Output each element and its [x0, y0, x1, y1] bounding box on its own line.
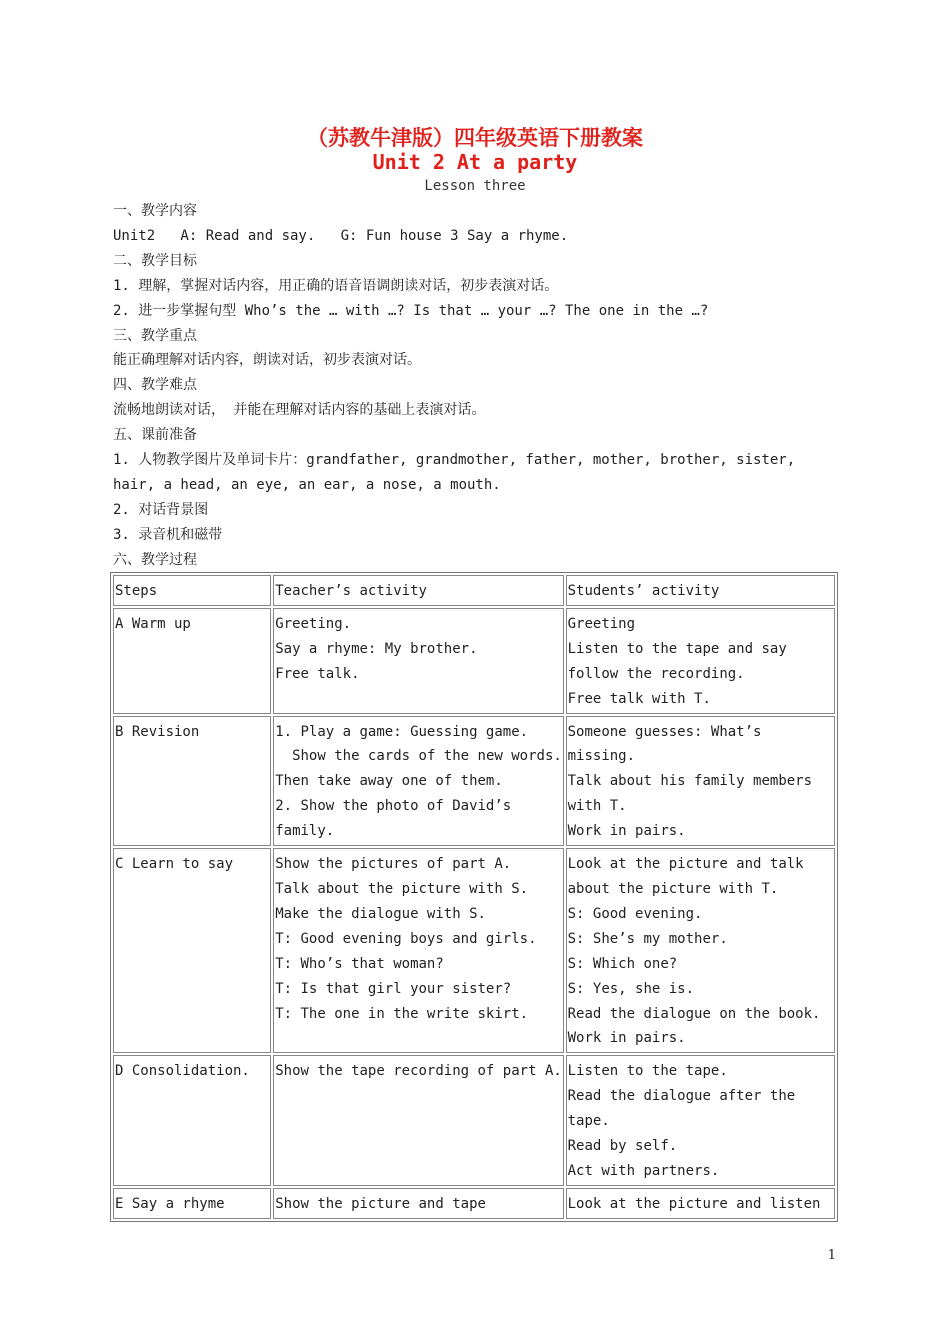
teacher-activity-line: T: Who’s that woman? — [275, 955, 444, 972]
preparation-line: 1. 人物教学图片及单词卡片：grandfather, grandmother, father, mother, brother, sister, — [113, 452, 796, 469]
students-activity-line: Look at the picture and talk — [567, 856, 804, 873]
students-activity-line: Someone guesses: What’s — [567, 723, 762, 740]
unit-title: Unit 2 At a party — [372, 150, 578, 174]
column-header: Students’ activity — [566, 575, 835, 606]
step-cell: A Warm up — [113, 608, 271, 714]
students-activity-line: Free talk with T. — [567, 690, 711, 707]
teacher-activity-cell — [273, 608, 563, 714]
section-heading-process: 六、教学过程 — [113, 551, 197, 568]
students-activity-cell — [566, 1188, 835, 1219]
table-row — [113, 848, 835, 1053]
section-heading-key-points: 三、教学重点 — [113, 327, 197, 344]
lesson-subtitle: Lesson three — [424, 178, 526, 194]
step-cell: E Say a rhyme — [113, 1188, 271, 1219]
students-activity-line: S: Yes, she is. — [567, 980, 695, 997]
section-heading-content: 一、教学内容 — [113, 203, 197, 219]
preparation-line: 3. 录音机和磁带 — [113, 526, 223, 543]
students-activity-line: Talk about his family members — [567, 773, 813, 790]
column-header: Steps — [113, 575, 271, 606]
teacher-activity-line: Free talk. — [275, 665, 360, 682]
step-cell: B Revision — [113, 716, 271, 847]
students-activity-line: S: Good evening. — [567, 905, 703, 922]
students-activity-line: Work in pairs. — [567, 823, 686, 840]
students-activity-line: about the picture with T. — [567, 880, 779, 897]
table-row — [113, 716, 835, 847]
teacher-activity-line: Talk about the picture with S. — [275, 880, 529, 897]
teacher-activity-line: Make the dialogue with S. — [275, 905, 486, 922]
students-activity-line: missing. — [567, 748, 636, 765]
teacher-activity-line: T: Is that girl your sister? — [275, 980, 512, 997]
preparation-line: hair, a head, an eye, an ear, a nose, a mouth. — [113, 476, 501, 493]
students-activity-line: Read the dialogue after the — [567, 1088, 796, 1105]
students-activity-cell — [566, 1055, 835, 1186]
students-activity-cell — [566, 848, 835, 1053]
students-activity-line: S: Which one? — [567, 955, 678, 972]
difficulties-line: 流畅地朗读对话， 并能在理解对话内容的基础上表演对话。 — [113, 402, 486, 419]
section-heading-objectives: 二、教学目标 — [113, 252, 197, 269]
section-heading-preparation: 五、课前准备 — [113, 427, 197, 444]
lesson-plan-body — [113, 199, 833, 573]
column-header: Teacher’s activity — [273, 575, 563, 606]
objective-line: 2. 进一步掌握句型 Who’s the … with …? Is that … your …? The one in the …? — [113, 302, 709, 319]
page-number: 1 — [827, 1248, 836, 1263]
table-header-row — [113, 575, 835, 606]
students-activity-line: Listen to the tape. — [567, 1063, 728, 1080]
students-activity-line: Greeting — [567, 615, 636, 632]
teacher-activity-line: Show the tape recording of part A. — [275, 1063, 562, 1080]
table-row — [113, 1055, 835, 1186]
content-line: Unit2 A: Read and say. G: Fun house 3 Say a rhyme. — [113, 227, 569, 244]
students-activity-line: Read the dialogue on the book. — [567, 1005, 821, 1022]
teacher-activity-line: Greeting. — [275, 615, 352, 632]
teacher-activity-cell — [273, 848, 563, 1053]
key-points-line: 能正确理解对话内容，朗读对话，初步表演对话。 — [113, 352, 421, 369]
teacher-activity-line: 1. Play a game: Guessing game. — [275, 723, 529, 740]
teacher-activity-line: Show the cards of the new words. — [275, 748, 562, 765]
teacher-activity-cell — [273, 1188, 563, 1219]
step-cell: C Learn to say — [113, 848, 271, 1053]
students-activity-line: S: She’s my mother. — [567, 930, 728, 947]
teacher-activity-line: family. — [275, 823, 335, 840]
students-activity-cell — [566, 716, 835, 847]
table-row — [113, 1188, 835, 1219]
document-title: （苏教牛津版）四年级英语下册教案 — [307, 126, 643, 150]
teacher-activity-line: Say a rhyme: My brother. — [275, 640, 478, 657]
teacher-activity-line: T: Good evening boys and girls. — [275, 930, 537, 947]
students-activity-cell — [566, 608, 835, 714]
students-activity-line: tape. — [567, 1113, 610, 1130]
teacher-activity-line: T: The one in the write skirt. — [275, 1005, 529, 1022]
teacher-activity-cell — [273, 1055, 563, 1186]
step-cell: D Consolidation. — [113, 1055, 271, 1186]
teacher-activity-line: 2. Show the photo of David’s — [275, 798, 512, 815]
teacher-activity-cell — [273, 716, 563, 847]
students-activity-line: Read by self. — [567, 1138, 678, 1155]
table-row — [113, 608, 835, 714]
students-activity-line: Work in pairs. — [567, 1030, 686, 1047]
students-activity-line: Act with partners. — [567, 1162, 720, 1179]
teacher-activity-line: Then take away one of them. — [275, 773, 503, 790]
teacher-activity-line: Show the picture and tape — [275, 1195, 486, 1212]
students-activity-line: with T. — [567, 798, 627, 815]
students-activity-line: follow the recording. — [567, 665, 745, 682]
section-heading-difficulties: 四、教学难点 — [113, 377, 197, 394]
teaching-process-table — [110, 572, 838, 1222]
students-activity-line: Look at the picture and listen — [567, 1195, 821, 1212]
teacher-activity-line: Show the pictures of part A. — [275, 856, 512, 873]
objective-line: 1. 理解，掌握对话内容，用正确的语音语调朗读对话，初步表演对话。 — [113, 277, 559, 294]
preparation-line: 2. 对话背景图 — [113, 501, 209, 518]
students-activity-line: Listen to the tape and say — [567, 640, 787, 657]
